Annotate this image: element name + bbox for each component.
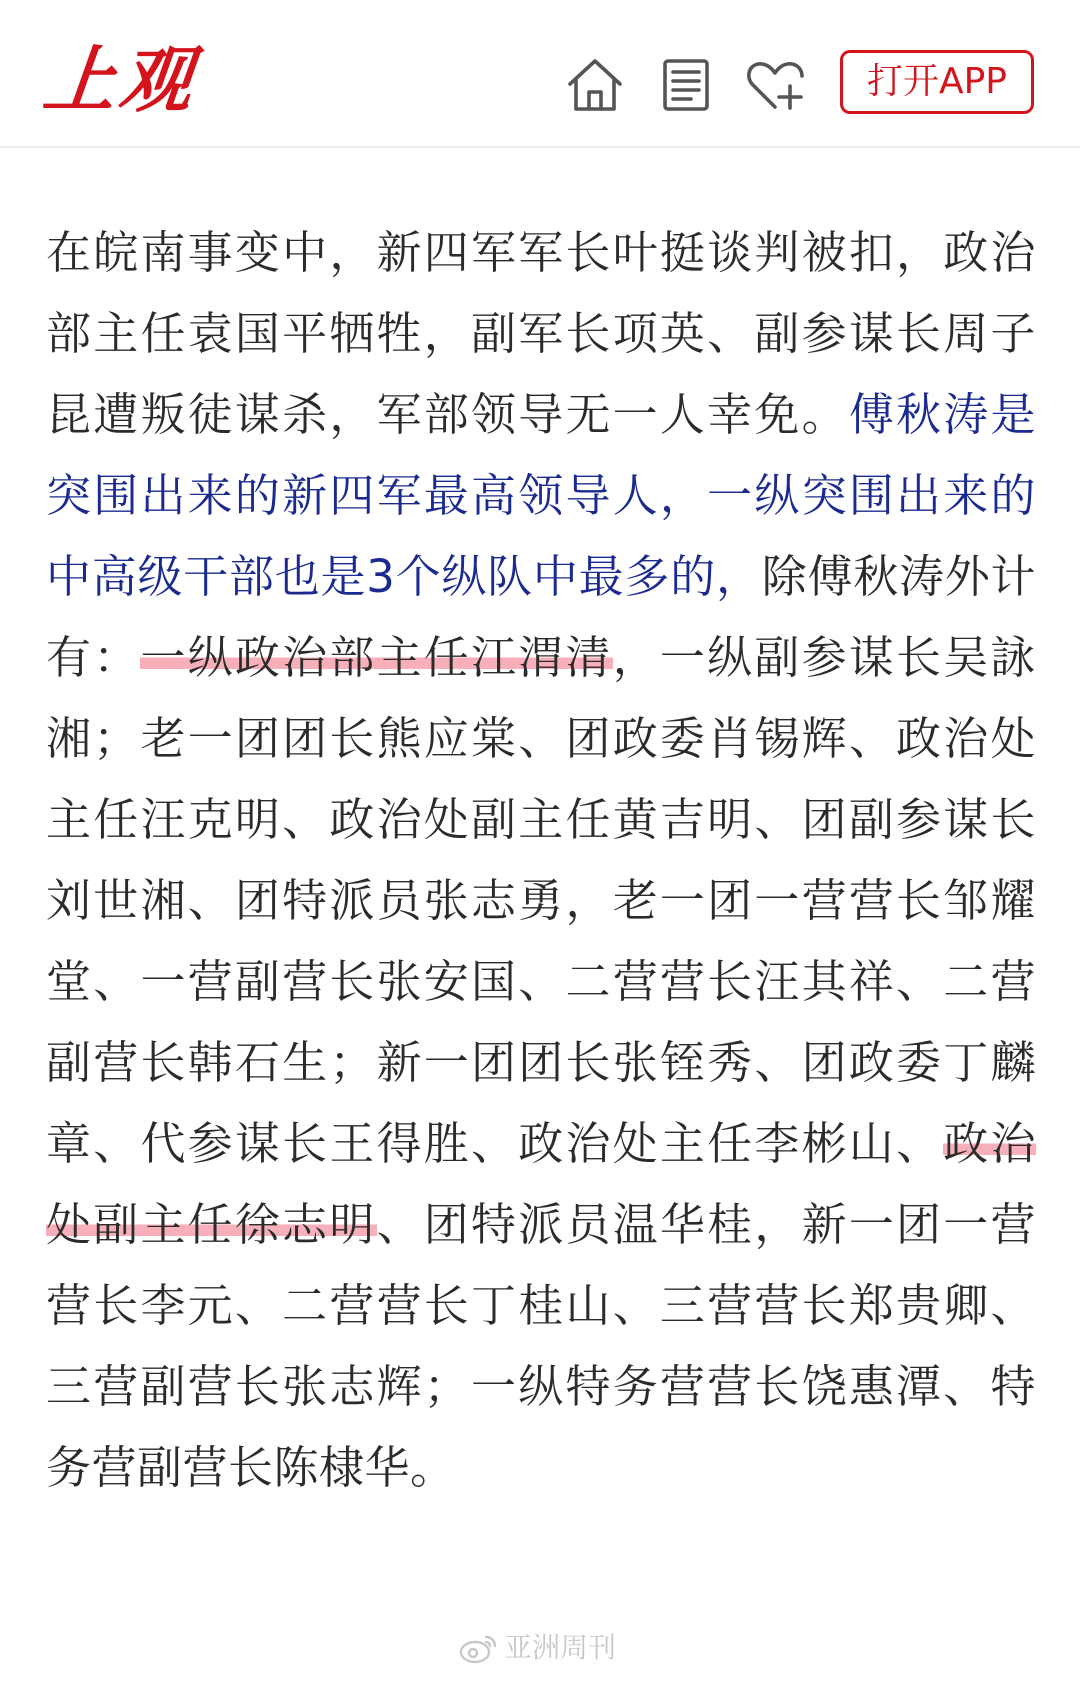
text-segment: 在皖南事变中，新四军军长叶挺谈判被扣，政治部主任袁国平牺牲，副军长项英、副参谋长周子昆遭叛徒谋杀，军部领导无一人幸免。 <box>46 226 1036 441</box>
emphasized-text: 傅秋涛是突围出来的新四军最高领导人，一纵突围出来的中高级干部也是3个纵队中最多的， <box>46 388 1036 603</box>
highlighted-text: 一纵政治部主任江渭清 <box>140 631 613 684</box>
watermark-text: 亚洲周刊 <box>504 1631 617 1664</box>
article-body <box>46 212 1036 1508</box>
app-header <box>0 0 1080 148</box>
article-paragraph <box>46 212 1036 1508</box>
text-segment: ，一纵副参谋长吴詠湘；老一团团长熊应棠、团政委肖锡辉、政治处主任汪克明、政治处副主任黄吉明、团副参谋长刘世湘、团特派员张志勇，老一团一营营长邹耀堂、一营副营长张安国、二营营长汪其祥、二营副营长韩石生；新一团团长张铚秀、团政委丁麟章、代参谋长王得胜、政治处主任李彬山、 <box>46 631 1036 1170</box>
weibo-icon <box>458 1631 498 1665</box>
highlighted-text: 政治处副主任徐志明 <box>46 1117 1036 1251</box>
shangguan-logo[interactable]: 上观 <box>39 37 201 122</box>
text-segment: 除傅秋涛外计有： <box>46 550 1036 684</box>
text-segment: 、团特派员温华桂，新一团一营营长李元、二营营长丁桂山、三营营长郑贵卿、三营副营长张志辉；一纵特务营营长饶惠潭、特务营副营长陈棣华。 <box>46 1198 1036 1494</box>
open-app-button[interactable]: 打开APP <box>840 50 1034 114</box>
heart-plus-icon[interactable] <box>744 54 806 116</box>
home-icon[interactable] <box>564 54 626 116</box>
document-icon[interactable] <box>655 54 717 116</box>
watermark <box>458 1628 616 1668</box>
